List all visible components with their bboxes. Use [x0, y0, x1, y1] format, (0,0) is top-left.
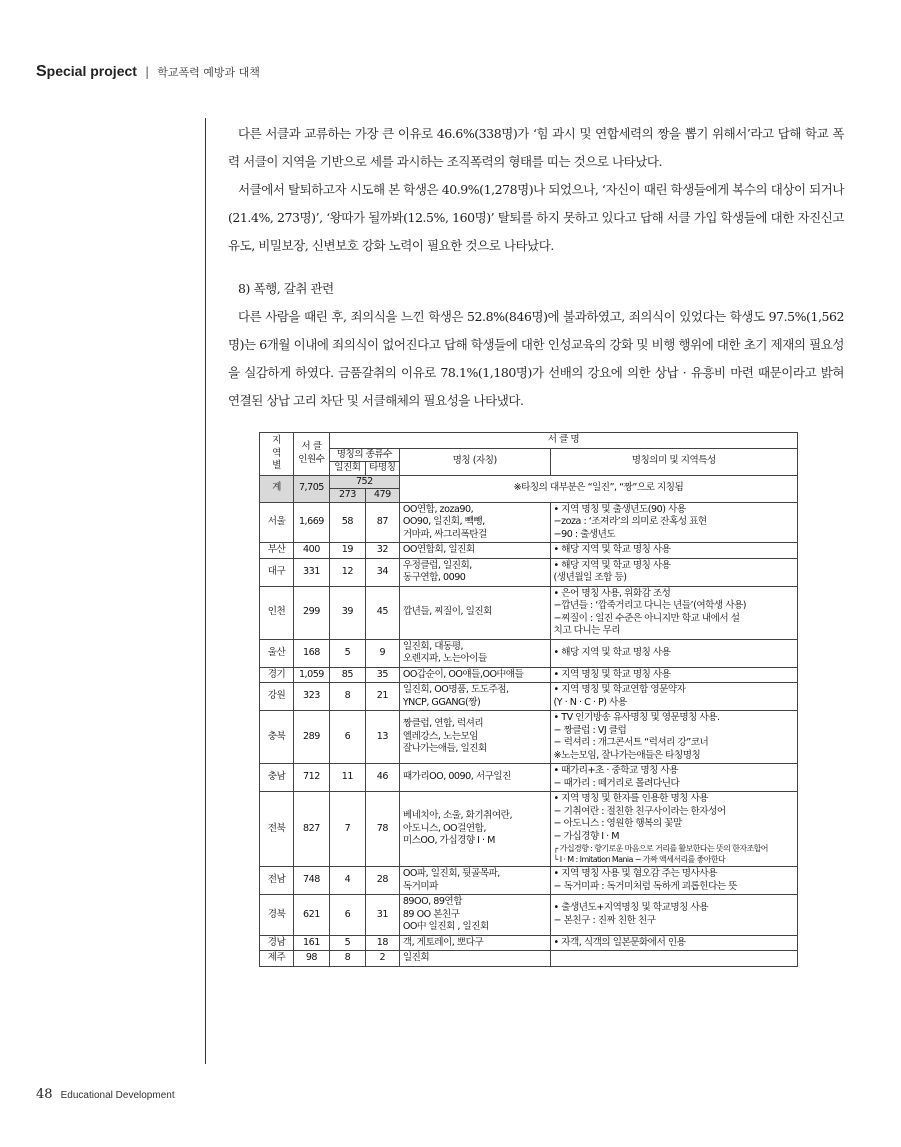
header-other: 타명칭: [365, 462, 399, 476]
meaning-cell: • 지역 명칭 및 출생년도(90) 사용 −zoza : ‘조져라’의 의미로 잔혹성 표현 −90 : 출생년도: [550, 502, 797, 543]
region-cell: 전남: [260, 867, 294, 895]
other-cell: 9: [365, 639, 399, 667]
total-label: 계: [260, 475, 294, 502]
meaning-cell: • 지역 명칭 및 학교연합 영문약자 (Y · N · C · P) 사용: [550, 683, 797, 711]
body-paragraphs-1: [228, 120, 844, 260]
table-row: [260, 543, 798, 559]
other-cell: 2: [365, 951, 399, 967]
names-cell: 객, 게토레이, 뽀다구: [399, 935, 550, 951]
body-paragraph: 서클에서 탈퇴하고자 시도해 본 학생은 40.9%(1,278명)나 되었으나, ‘자신이 때린 학생들에게 복수의 대상이 되거나(21.4%, 273명)’, ‘왕따가 될까봐(12.5%, 160명)’ 탈퇴를 하지 못하고 있다고 답해 서클 가입 학생들에 대한 자진신고 유도, 비밀보장, 신변보호 강화 노력이 필요한 것으로 나타났다.: [228, 182, 844, 253]
meaning-cell: • TV 인기방송 유사명칭 및 영문명칭 사용. − 짱클럽 : VJ 클럽 − 럭셔리 : 개그콘서트 “럭셔리 강”코너 ※노는모임, 잘나가는애들은 타칭명칭: [550, 711, 797, 764]
region-cell: 인천: [260, 586, 294, 639]
table-row: [260, 586, 798, 639]
header-name: 명칭 (자칭): [399, 448, 550, 475]
members-cell: 168: [293, 639, 329, 667]
names-cell: 89OO, 89연합 89 OO 본친구 OO中 일진회 , 일진회: [399, 895, 550, 936]
total-iljin: 273: [329, 489, 365, 503]
publication-title: Educational Development: [60, 1090, 175, 1101]
other-cell: 13: [365, 711, 399, 764]
region-cell: 경기: [260, 667, 294, 683]
names-cell: OO연합회, 일진회: [399, 543, 550, 559]
header-separator: |: [145, 65, 150, 79]
body-paragraph: 다른 사람을 때린 후, 죄의식을 느낀 학생은 52.8%(846명)에 불과하였고, 죄의식이 있었다는 학생도 97.5%(1,562명)는 6개월 이내에 죄의식이 없어진다고 답해 학생들에 대한 인성교육의 강화 및 비행 행위에 대한 초기 제재의 필요성을 실감하게 하였다. 금품갈취의 이유로 78.1%(1,180명)가 선배의 강요에 의한 상납 · 유흥비 마련 때문이라고 밝혀 연결된 상납 고리 차단 및 서클해체의 필요성을 나타냈다.: [228, 309, 844, 408]
members-cell: 1,059: [293, 667, 329, 683]
iljin-cell: 39: [329, 586, 365, 639]
table-row: [260, 711, 798, 764]
running-header: [36, 63, 260, 81]
header-members: 서 클 인원수: [293, 433, 329, 476]
meaning-cell: [550, 792, 797, 867]
members-cell: 748: [293, 867, 329, 895]
members-cell: 827: [293, 792, 329, 867]
region-cell: 강원: [260, 683, 294, 711]
names-cell: 때가리OO, 0090, 서구일진: [399, 764, 550, 792]
table-row: [260, 867, 798, 895]
header-circle-name: 서 클 명: [329, 433, 797, 449]
names-cell: OO연합, zoza90, OO90, 일진회, 빽뺑, 거마파, 싸그리폭탄걸: [399, 502, 550, 543]
header-region: 지 역 별: [260, 433, 294, 476]
meaning-cell: • 지역 명칭 및 학교 명칭 사용: [550, 667, 797, 683]
meaning-cell: [550, 951, 797, 967]
members-cell: 400: [293, 543, 329, 559]
table-row: [260, 639, 798, 667]
table-row: [260, 895, 798, 936]
table-row: [260, 667, 798, 683]
header-subtitle: 학교폭력 예방과 대책: [157, 66, 260, 79]
other-cell: 34: [365, 558, 399, 586]
iljin-cell: 6: [329, 711, 365, 764]
iljin-cell: 5: [329, 639, 365, 667]
table-row: [260, 558, 798, 586]
meaning-cell: • 지역 명칭 사용 및 혐오감 주는 명사사용 − 독거미파 : 독거미처럼 독하게 괴롭힌다는 뜻: [550, 867, 797, 895]
meaning-text: • 지역 명칭 및 한자를 인용한 명칭 사용 − 기취여란 : 절친한 친구사이라는 한자성어 − 아도니스 : 영원한 행복의 꽃말 − 가십경향 I · M: [553, 793, 726, 842]
region-cell: 울산: [260, 639, 294, 667]
members-cell: 289: [293, 711, 329, 764]
region-cell: 서울: [260, 502, 294, 543]
meaning-cell: • 때가리+초 · 중학교 명칭 사용 − 때가리 : 떼거리로 몰려다닌다: [550, 764, 797, 792]
meaning-cell: • 해당 지역 및 학교 명칭 사용: [550, 639, 797, 667]
members-cell: 331: [293, 558, 329, 586]
region-cell: 충북: [260, 711, 294, 764]
margin-rule: [205, 118, 206, 1064]
header-meaning: 명칭의미 및 지역특성: [550, 448, 797, 475]
members-cell: 1,669: [293, 502, 329, 543]
meaning-cell: • 출생년도+지역명칭 및 학교명칭 사용 − 본친구 : 진짜 친한 친구: [550, 895, 797, 936]
other-cell: 31: [365, 895, 399, 936]
header-iljin: 일진회: [329, 462, 365, 476]
other-cell: 46: [365, 764, 399, 792]
names-cell: OO갑순이, OO얘들,OO中얘들: [399, 667, 550, 683]
iljin-cell: 19: [329, 543, 365, 559]
iljin-cell: 85: [329, 667, 365, 683]
page-number: 48: [36, 1087, 53, 1102]
members-cell: 323: [293, 683, 329, 711]
meaning-cell: • 해당 지역 및 학교 명칭 사용 (생년월일 조합 등): [550, 558, 797, 586]
members-cell: 98: [293, 951, 329, 967]
region-cell: 충남: [260, 764, 294, 792]
other-cell: 78: [365, 792, 399, 867]
names-cell: 일진회: [399, 951, 550, 967]
total-types: 752: [329, 475, 399, 489]
body-paragraphs-2: [228, 275, 844, 415]
region-cell: 제주: [260, 951, 294, 967]
total-note: ※타칭의 대부분은 “일진”, “짱”으로 지칭됨: [399, 475, 797, 502]
iljin-cell: 58: [329, 502, 365, 543]
table-row: [260, 951, 798, 967]
names-cell: 깝년들, 찌질이, 일진회: [399, 586, 550, 639]
header-special-rest: pecial project: [46, 63, 137, 79]
table-row: [260, 792, 798, 867]
iljin-cell: 8: [329, 951, 365, 967]
members-cell: 161: [293, 935, 329, 951]
members-cell: 621: [293, 895, 329, 936]
other-cell: 32: [365, 543, 399, 559]
members-cell: 299: [293, 586, 329, 639]
body-paragraph: 다른 서클과 교류하는 가장 큰 이유로 46.6%(338명)가 ‘힘 과시 및 연합세력의 짱을 뽑기 위해서’라고 답해 학교 폭력 서클이 지역을 기반으로 세를 과시하는 조직폭력의 형태를 띠는 것으로 나타났다.: [228, 126, 844, 169]
table-row: [260, 935, 798, 951]
names-cell: OO파, 일진회, 뒷골목파, 독거미파: [399, 867, 550, 895]
iljin-cell: 6: [329, 895, 365, 936]
names-cell: 우정클럽, 일진회, 동구연합, 0090: [399, 558, 550, 586]
iljin-cell: 5: [329, 935, 365, 951]
table-row: [260, 764, 798, 792]
other-cell: 18: [365, 935, 399, 951]
names-cell: 베네치아, 소울, 화기취여란, 아도니스, OO걸연합, 미스OO, 가십경향 I · M: [399, 792, 550, 867]
names-cell: 일진회, OO명품, 도도주점, YNCP, GGANG(짱): [399, 683, 550, 711]
iljin-cell: 8: [329, 683, 365, 711]
table-row: [260, 502, 798, 543]
iljin-cell: 11: [329, 764, 365, 792]
iljin-cell: 12: [329, 558, 365, 586]
meaning-cell: • 자객, 식객의 일본문화에서 인용: [550, 935, 797, 951]
region-cell: 대구: [260, 558, 294, 586]
iljin-cell: 4: [329, 867, 365, 895]
region-cell: 부산: [260, 543, 294, 559]
header-type-count: 명칭의 종류수: [329, 448, 399, 462]
region-cell: 경북: [260, 895, 294, 936]
meaning-cell: • 해당 지역 및 학교 명칭 사용: [550, 543, 797, 559]
total-members: 7,705: [293, 475, 329, 502]
other-cell: 21: [365, 683, 399, 711]
names-cell: 일진회, 대동평, 오렌지파, 노는아이들: [399, 639, 550, 667]
members-cell: 712: [293, 764, 329, 792]
meaning-footnote: ┌ 가십경향 : 향기로운 마음으로 거리를 활보한다는 뜻의 한자조합어 └ I · M : Imitation Mania − 가짜 액세서리를 좋아한다: [553, 844, 768, 864]
iljin-cell: 7: [329, 792, 365, 867]
meaning-cell: • 은어 명칭 사용, 위화감 조성 −깝년들 : ‘깝죽거리고 다니는 년들’(여학생 사용) −찌질이 : 일진 수준은 아니지만 학교 내에서 설 치고 다니는 무리: [550, 586, 797, 639]
header-special-initial: S: [36, 63, 47, 80]
section-heading: 8) 폭행, 갈취 관련: [238, 281, 334, 296]
total-row: [260, 475, 798, 489]
other-cell: 45: [365, 586, 399, 639]
region-cell: 전북: [260, 792, 294, 867]
table-row: [260, 683, 798, 711]
other-cell: 28: [365, 867, 399, 895]
names-cell: 짱클럽, 연합, 럭셔리 엘레강스, 노는모임 잘나가는애들, 일진회: [399, 711, 550, 764]
other-cell: 87: [365, 502, 399, 543]
region-cell: 경남: [260, 935, 294, 951]
circle-name-table: [259, 432, 798, 967]
other-cell: 35: [365, 667, 399, 683]
page-footer: [36, 1083, 175, 1102]
total-other: 479: [365, 489, 399, 503]
